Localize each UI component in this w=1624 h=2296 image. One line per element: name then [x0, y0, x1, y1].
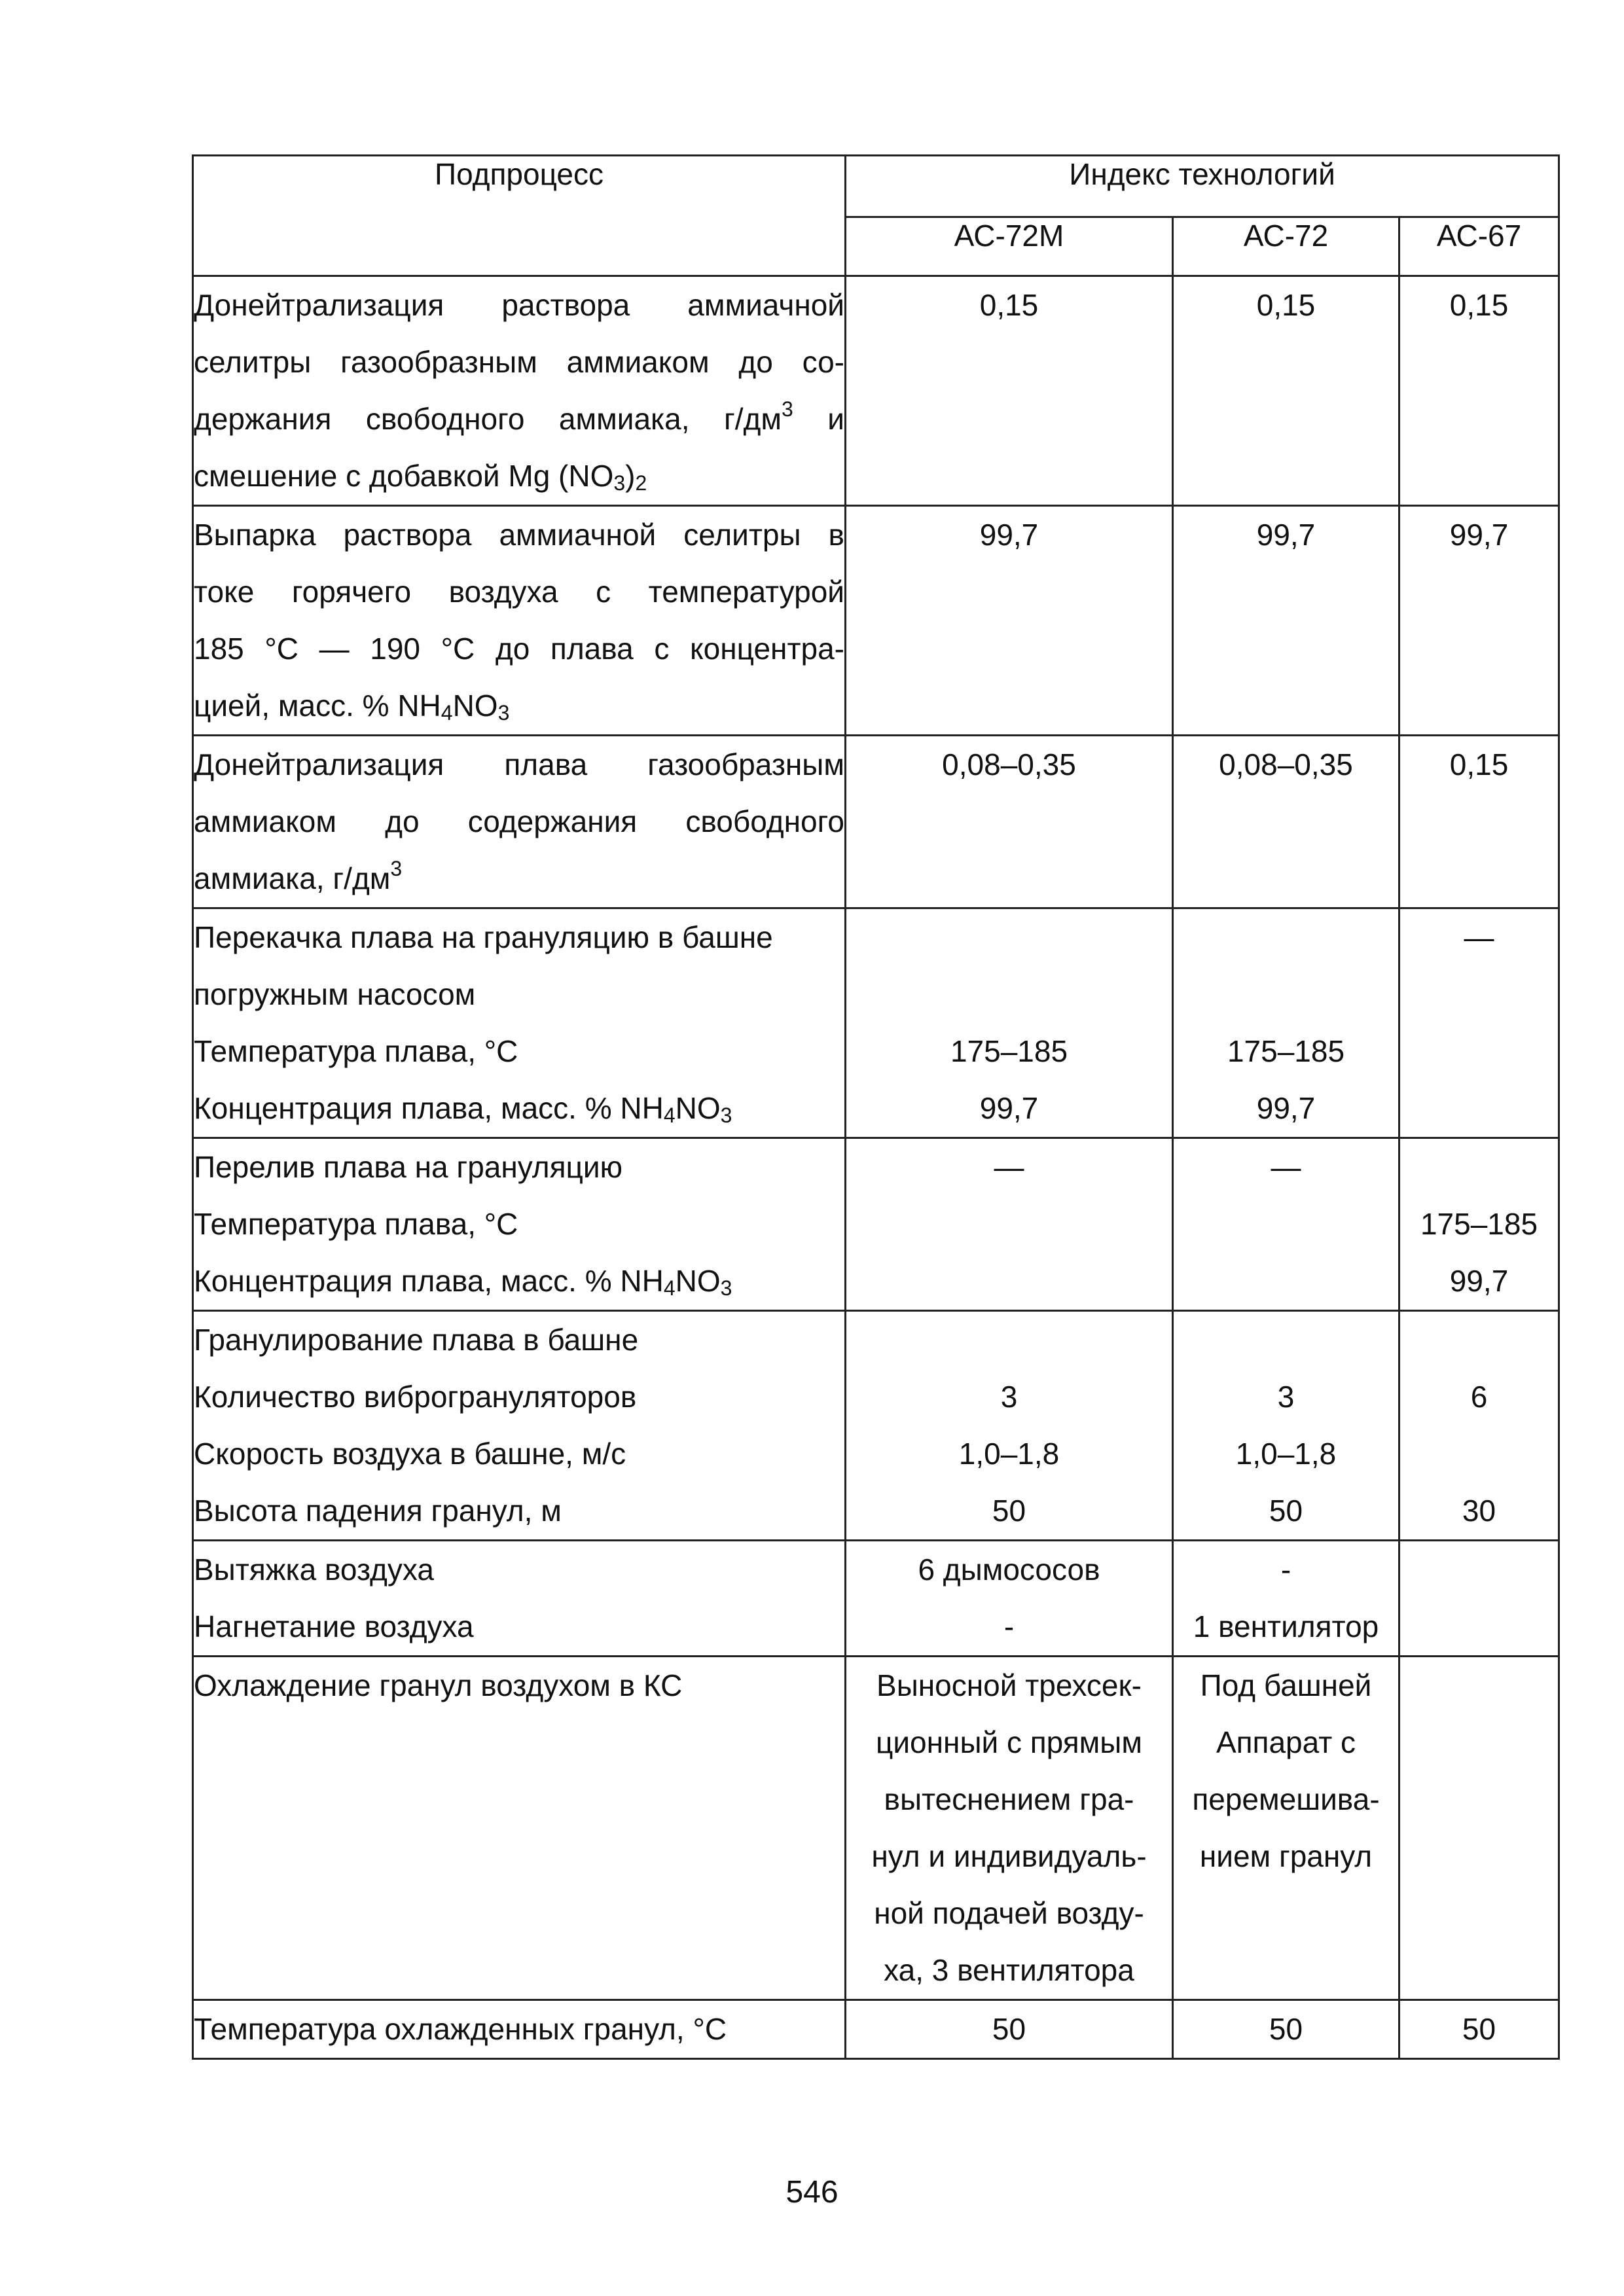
subprocess-line: Донейтрализация раствора аммиачной — [194, 288, 844, 322]
text-segment: цией, масс. % NH — [194, 689, 441, 723]
value-line: Под башней — [1200, 1668, 1372, 1702]
value-cell-ac67 — [1399, 2000, 1559, 2059]
value-cell-ac67 — [1399, 1657, 1559, 2000]
subprocess-line: Перекачка плава на грануляцию в башне — [194, 920, 773, 954]
value-cell-ac72 — [1173, 1657, 1399, 2000]
value-line: нием гранул — [1199, 1839, 1373, 1873]
text-segment: держания свободного аммиака, г/дм — [194, 402, 782, 436]
value-line: 0,15 — [1449, 747, 1509, 781]
value-line: 30 — [1462, 1494, 1496, 1528]
value-line: 0,15 — [979, 288, 1039, 322]
text-segment: и — [793, 402, 844, 436]
subprocess-line: Скорость воздуха в башне, м/с — [194, 1437, 626, 1471]
value-line: 1,0–1,8 — [1235, 1437, 1337, 1471]
table-row — [193, 1138, 1559, 1311]
header-col-ac72: АС-72 — [1173, 217, 1399, 276]
value-line: 6 дымососов — [918, 1552, 1100, 1587]
subprocess-line: Высота падения гранул, м — [194, 1494, 562, 1528]
subscript: 2 — [635, 471, 647, 495]
value-cell-ac67 — [1399, 1541, 1559, 1657]
value-cell-ac72 — [1173, 1541, 1399, 1657]
value-cell-ac72m — [846, 1541, 1173, 1657]
subprocess-line — [194, 850, 844, 907]
value-line: Выносной трехсек- — [876, 1668, 1142, 1702]
value-cell-ac72m — [846, 1657, 1173, 2000]
subprocess-line — [194, 1253, 844, 1310]
value-cell-ac72m — [846, 1138, 1173, 1311]
value-line: — — [994, 1150, 1024, 1184]
value-line: 6 — [1470, 1380, 1488, 1414]
subprocess-line: 185 °С — 190 °С до плава с концентра- — [194, 632, 844, 666]
value-line — [1400, 1312, 1558, 1369]
table-row — [193, 736, 1559, 908]
subprocess-line: Охлаждение гранул воздухом в КС — [194, 1668, 683, 1702]
value-line: - — [1280, 1552, 1291, 1587]
subprocess-cell — [193, 276, 846, 506]
header-col-ac72m: АС-72М — [846, 217, 1173, 276]
value-line: — — [1464, 920, 1494, 954]
value-cell-ac72m — [846, 2000, 1173, 2059]
value-cell-ac72 — [1173, 1138, 1399, 1311]
value-line: 3 — [1000, 1380, 1018, 1414]
subprocess-cell — [193, 2000, 846, 2059]
subprocess-line: Температура охлажденных гранул, °С — [194, 2012, 727, 2046]
table-row — [193, 908, 1559, 1138]
value-cell-ac67 — [1399, 1138, 1559, 1311]
text-segment: Концентрация плава, масс. % NH — [194, 1091, 664, 1125]
subprocess-line: Нагнетание воздуха — [194, 1609, 474, 1643]
value-cell-ac72 — [1173, 908, 1399, 1138]
technology-table — [192, 154, 1560, 2060]
value-line: 0,08–0,35 — [1219, 747, 1353, 781]
value-line: 50 — [1269, 1494, 1303, 1528]
value-line: 99,7 — [1256, 1091, 1316, 1125]
subprocess-line: Донейтрализация плава газообразным — [194, 747, 844, 781]
subprocess-line: Выпарка раствора аммиачной селитры в — [194, 518, 844, 552]
subprocess-line: погружным насосом — [194, 977, 476, 1011]
table-header — [193, 156, 1559, 276]
value-line: 1 вентилятор — [1193, 1609, 1379, 1643]
value-cell-ac72 — [1173, 276, 1399, 506]
text-segment: смешение с добавкой Mg (NO — [194, 459, 614, 493]
subscript: 3 — [613, 471, 626, 495]
page-number: 546 — [785, 2175, 839, 2210]
value-line: ной подачей возду- — [874, 1896, 1144, 1930]
value-cell-ac72m — [846, 736, 1173, 908]
value-line: 50 — [992, 2012, 1026, 2046]
value-line: 50 — [992, 1494, 1026, 1528]
subprocess-cell — [193, 1657, 846, 2000]
text-segment: NO — [675, 1091, 721, 1125]
subprocess-line — [194, 677, 844, 734]
subscript: 3 — [720, 1103, 732, 1127]
value-cell-ac72m — [846, 1311, 1173, 1541]
text-segment: ) — [625, 459, 636, 493]
value-line: 50 — [1269, 2012, 1303, 2046]
value-line: 175–185 — [1227, 1034, 1345, 1068]
value-line: 175–185 — [950, 1034, 1068, 1068]
value-line: 3 — [1277, 1380, 1295, 1414]
header-subprocess: Подпроцесс — [193, 156, 846, 276]
value-line: 0,15 — [1449, 288, 1509, 322]
superscript: 3 — [390, 857, 403, 880]
value-line: 175–185 — [1420, 1207, 1538, 1241]
value-line: 99,7 — [979, 518, 1039, 552]
superscript: 3 — [782, 397, 793, 421]
header-col-ac67: АС-67 — [1399, 217, 1559, 276]
subscript: 3 — [720, 1276, 732, 1300]
value-cell-ac72 — [1173, 506, 1399, 736]
subprocess-cell — [193, 1138, 846, 1311]
value-cell-ac72 — [1173, 1311, 1399, 1541]
value-line — [1174, 1312, 1398, 1369]
value-line: 99,7 — [979, 1091, 1039, 1125]
value-line — [1174, 909, 1398, 966]
table-row — [193, 2000, 1559, 2059]
value-line: перемешива- — [1192, 1782, 1380, 1816]
subprocess-cell — [193, 1541, 846, 1657]
value-line: Аппарат с — [1216, 1725, 1356, 1759]
subprocess-line: Вытяжка воздуха — [194, 1552, 434, 1587]
value-line — [1400, 1139, 1558, 1196]
subscript: 3 — [497, 701, 510, 725]
subprocess-line: Перелив плава на грануляцию — [194, 1150, 623, 1184]
table-row — [193, 1311, 1559, 1541]
value-line: вытеснением гра- — [884, 1782, 1134, 1816]
value-line: 99,7 — [1449, 1264, 1509, 1298]
subscript: 4 — [441, 701, 453, 725]
value-cell-ac67 — [1399, 276, 1559, 506]
subprocess-line — [194, 391, 844, 448]
subprocess-line: Температура плава, °С — [194, 1034, 518, 1068]
text-segment: аммиака, г/дм — [194, 861, 391, 895]
value-line: ционный с прямым — [876, 1725, 1142, 1759]
subprocess-cell — [193, 908, 846, 1138]
table-row — [193, 1657, 1559, 2000]
header-technology-index: Индекс технологий — [846, 156, 1559, 217]
value-cell-ac72m — [846, 506, 1173, 736]
value-cell-ac67 — [1399, 1311, 1559, 1541]
value-line: 1,0–1,8 — [958, 1437, 1060, 1471]
text-segment: NO — [452, 689, 498, 723]
value-line — [1400, 1426, 1558, 1482]
table-body — [193, 276, 1559, 2059]
value-line — [846, 1312, 1172, 1369]
text-segment: Концентрация плава, масс. % NH — [194, 1264, 664, 1298]
subprocess-line: селитры газообразным аммиаком до со- — [194, 345, 844, 379]
value-line: 0,15 — [1256, 288, 1316, 322]
value-line: 99,7 — [1256, 518, 1316, 552]
value-line: нул и индивидуаль- — [871, 1839, 1147, 1873]
text-segment: NO — [675, 1264, 721, 1298]
value-cell-ac67 — [1399, 736, 1559, 908]
subprocess-cell — [193, 736, 846, 908]
subprocess-line: аммиаком до содержания свободного — [194, 804, 844, 838]
value-line: - — [1003, 1609, 1015, 1643]
subprocess-cell — [193, 1311, 846, 1541]
subscript: 4 — [663, 1103, 676, 1127]
value-line: — — [1271, 1150, 1301, 1184]
value-cell-ac67 — [1399, 506, 1559, 736]
value-cell-ac72 — [1173, 736, 1399, 908]
table-row — [193, 1541, 1559, 1657]
value-line — [846, 909, 1172, 966]
table-row — [193, 276, 1559, 506]
value-cell-ac72m — [846, 908, 1173, 1138]
value-line: ха, 3 вентилятора — [884, 1953, 1134, 1987]
subprocess-line: токе горячего воздуха с температурой — [194, 575, 844, 609]
value-line — [1174, 966, 1398, 1023]
value-cell-ac67 — [1399, 908, 1559, 1138]
value-cell-ac72m — [846, 276, 1173, 506]
value-line: 0,08–0,35 — [942, 747, 1076, 781]
subprocess-line — [194, 448, 844, 505]
subprocess-line: Количество виброгрануляторов — [194, 1380, 637, 1414]
value-line: 50 — [1462, 2012, 1496, 2046]
value-line — [846, 966, 1172, 1023]
subscript: 4 — [663, 1276, 676, 1300]
subprocess-line: Температура плава, °С — [194, 1207, 518, 1241]
table-row — [193, 506, 1559, 736]
value-line: 99,7 — [1449, 518, 1509, 552]
subprocess-cell — [193, 506, 846, 736]
value-cell-ac72 — [1173, 2000, 1399, 2059]
subprocess-line — [194, 1080, 844, 1137]
subprocess-line: Гранулирование плава в башне — [194, 1323, 639, 1357]
